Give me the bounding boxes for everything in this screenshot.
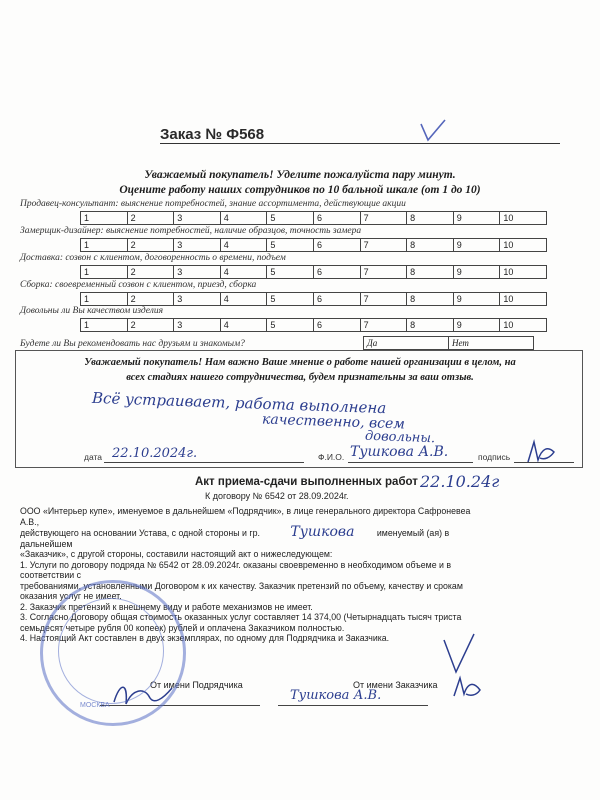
rating-cell: 4: [220, 266, 267, 278]
rating-cell: 9: [453, 293, 500, 305]
act-intro-line3b: именуемый (ая) в: [376, 528, 450, 538]
act-item1-line3: требованиями, установленными Договором к их качеству. Заказчик претензий по объему, качеству и срокам: [20, 580, 463, 591]
customer-signature-icon: [524, 438, 564, 466]
handwritten-customer-signature: Тушкова А.В.: [290, 688, 382, 703]
rating-cell: 2: [127, 239, 174, 251]
rating-cell: 5: [266, 266, 313, 278]
rating-cell: 7: [360, 319, 407, 331]
rating-cell: 9: [453, 319, 500, 331]
act-intro-line5: «Заказчик», с другой стороны, составили настоящий акт о нижеследующем:: [20, 549, 333, 559]
question-label-consultant: Продавец-консультант: выяснение потребностей, знание ассортимента, действующие акции: [20, 199, 406, 209]
rating-cell: 10: [499, 266, 546, 278]
rating-cell: 1: [84, 320, 90, 330]
handwritten-review-line2: качественно, всем: [261, 411, 406, 433]
recommend-options: [363, 336, 533, 350]
question-label-assembly: Сборка: своевременный созвон с клиентом, приезд, сборка: [20, 280, 257, 290]
rating-scale-quality: [80, 318, 547, 332]
act-item4: 4. Настоящий Акт составлен в двух экземплярах, по одному для Подрядчика и Заказчика.: [20, 633, 390, 643]
contractor-signature-label: От имени Подрядчика: [150, 680, 243, 690]
rating-cell: 6: [313, 319, 360, 331]
rating-cell: 8: [406, 293, 453, 305]
rating-cell: 10: [499, 212, 546, 224]
rating-cell: 3: [173, 293, 220, 305]
rating-scale-measurer: [80, 238, 547, 252]
feedback-heading: [30, 355, 570, 385]
rating-cell: 2: [127, 319, 174, 331]
yes-option: Да: [363, 336, 449, 350]
question-label-measurer: Замерщик-дизайнер: выяснение потребностей, наличие образцов, точность замера: [20, 226, 362, 236]
handwritten-review-line3: довольны.: [364, 428, 436, 447]
fio-label: Ф.И.О.: [318, 452, 345, 462]
rating-cell: 3: [173, 319, 220, 331]
question-label-delivery: Доставка: созвон с клиентом, договоренность о времени, подъем: [20, 253, 286, 263]
rating-cell: 8: [406, 319, 453, 331]
rating-cell: 1: [84, 213, 90, 223]
customer-mark-icon: [440, 632, 500, 702]
rating-cell: 2: [127, 293, 174, 305]
rating-cell: 6: [313, 212, 360, 224]
question-label-quality: Довольны ли Вы качеством изделия: [20, 306, 164, 316]
rating-cell: 3: [173, 266, 220, 278]
act-item3-line1: 3. Согласно Договору общая стоимость оказанных услуг составляет 14 374,00 (Четырнадцать тысяч триста: [20, 612, 462, 622]
rating-scale-delivery: [80, 265, 547, 279]
order-title: Заказ № Ф568: [160, 126, 265, 143]
rating-cell: 6: [313, 293, 360, 305]
rating-cell: 10: [499, 319, 546, 331]
date-label: дата: [84, 452, 103, 462]
rating-cell: 10: [499, 293, 546, 305]
rating-cell: 1: [84, 267, 90, 277]
survey-heading-line2: Оцените работу наших сотрудников по 10 бальной шкале (от 1 до 10): [119, 184, 481, 196]
rating-cell: 4: [220, 319, 267, 331]
signature-label: подпись: [478, 452, 511, 462]
rating-cell: 8: [406, 239, 453, 251]
rating-cell: 6: [313, 239, 360, 251]
rating-cell: 8: [406, 266, 453, 278]
rating-cell: 5: [266, 319, 313, 331]
no-option: Нет: [448, 336, 534, 350]
date-line: [104, 462, 304, 463]
rating-cell: 4: [220, 293, 267, 305]
act-intro-line1: ООО «Интерьер купе», именуемое в дальнейшем «Подрядчик», в лице генерального директора Сафроневеа: [20, 506, 471, 516]
rating-cell: 5: [266, 293, 313, 305]
rating-cell: 2: [127, 212, 174, 224]
rating-cell: 1: [84, 240, 90, 250]
survey-heading: [30, 168, 570, 198]
act-intro-line3a: действующего на основании Устава, с одной стороны и гр.: [20, 528, 260, 538]
rating-cell: 4: [220, 212, 267, 224]
rating-cell: 3: [173, 212, 220, 224]
act-intro-line3: [20, 524, 580, 540]
rating-cell: 7: [360, 266, 407, 278]
check-mark-icon: [418, 118, 448, 146]
rating-cell: 9: [453, 212, 500, 224]
rating-cell: 7: [360, 212, 407, 224]
act-title: Акт приема-сдачи выполненных работ: [195, 476, 418, 488]
rating-cell: 7: [360, 293, 407, 305]
act-item1-line2: соответствии с: [20, 570, 81, 580]
rating-scale-assembly: [80, 292, 547, 306]
fio-line: [348, 462, 473, 463]
handwritten-fio: Тушкова А.В.: [350, 444, 449, 460]
act-intro-line2: А.В.,: [20, 516, 40, 527]
rating-cell: 5: [266, 212, 313, 224]
customer-signature-label: От имени Заказчика: [353, 680, 438, 690]
handwritten-customer-name: Тушкова: [290, 524, 355, 540]
handwritten-review-line1: Всё устраивает, работа выполнена: [91, 388, 387, 418]
act-subtitle: К договору № 6542 от 28.09.2024г.: [205, 491, 349, 501]
recommend-question: Будете ли Вы рекомендовать нас друзьям и знакомым?: [20, 339, 245, 349]
stamp-city-text: МОСКВА: [80, 702, 110, 709]
rating-cell: 6: [313, 266, 360, 278]
rating-cell: 8: [406, 212, 453, 224]
feedback-heading-line1: Уважаемый покупатель! Нам важно Ваше мнение о работе нашей организации в целом, на: [84, 357, 516, 368]
company-stamp-inner-ring: [58, 598, 164, 704]
act-item1-line4: оказания услуг не имеет.: [20, 591, 122, 601]
rating-cell: 5: [266, 239, 313, 251]
act-item2: 2. Заказчик претензий к внешнему виду и работе механизмов не имеет.: [20, 601, 313, 612]
customer-signature-line: [278, 705, 428, 706]
handwritten-act-date: 22.10.24г: [420, 472, 500, 491]
rating-cell: 3: [173, 239, 220, 251]
rating-cell: 10: [499, 239, 546, 251]
rating-cell: 9: [453, 266, 500, 278]
handwritten-date: 22.10.2024г.: [112, 446, 198, 461]
act-item3-line2: семьдесят четыре рубля 00 копеек) рублей и оплачена Заказчиком полностью.: [20, 622, 345, 633]
rating-cell: 4: [220, 239, 267, 251]
rating-cell: 1: [84, 294, 90, 304]
order-underline: [160, 143, 560, 144]
rating-cell: 2: [127, 266, 174, 278]
feedback-heading-line2: всех стадиях нашего сотрудничества, будем признательны за ваш отзыв.: [126, 372, 474, 383]
act-item1-line1: 1. Услуги по договору подряда № 6542 от 28.09.2024г. оказаны своевременно в необходимом объеме и в: [20, 559, 452, 570]
survey-heading-line1: Уважаемый покупатель! Уделите пожалуйста пару минут.: [144, 169, 456, 181]
act-intro-line4: дальнейшем: [20, 538, 73, 549]
rating-scale-consultant: [80, 211, 547, 225]
rating-cell: 7: [360, 239, 407, 251]
rating-cell: 9: [453, 239, 500, 251]
